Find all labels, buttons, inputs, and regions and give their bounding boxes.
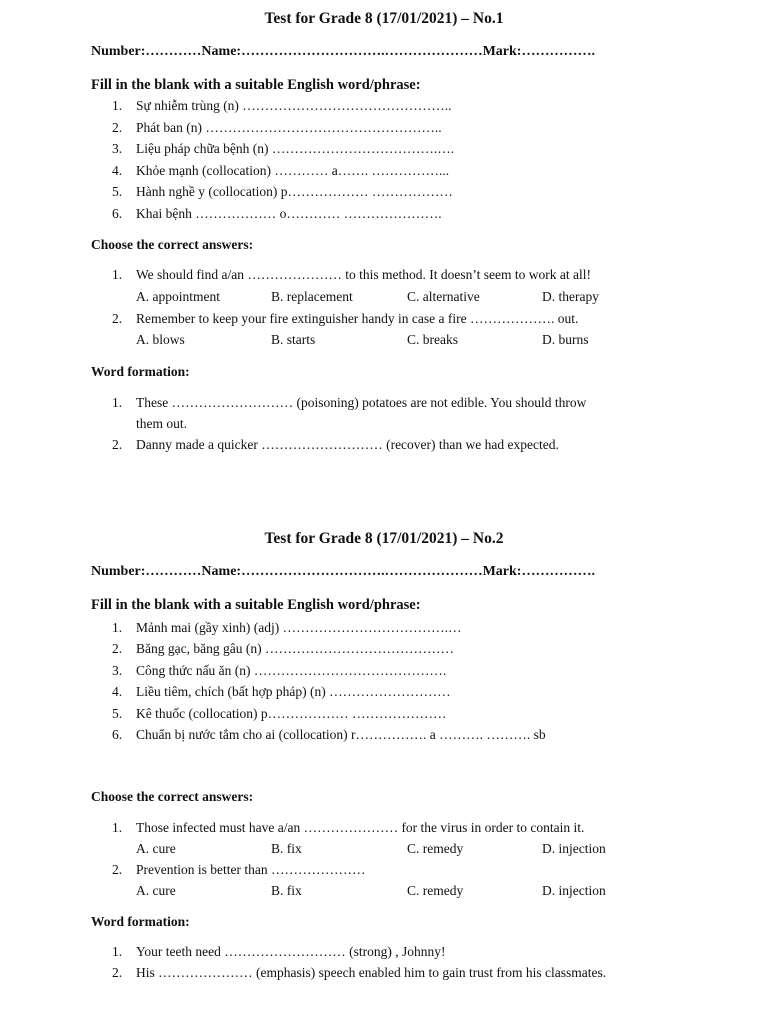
item-text: Sự nhiễm trùng (n) ……………………………………….. [136, 98, 452, 113]
option-a: A. cure [136, 841, 176, 856]
question-text: We should find a/an ………………… to this method. It doesn’t seem to work at all! [136, 267, 591, 282]
option-c: C. alternative [407, 289, 480, 304]
word-item [112, 965, 606, 981]
item-text: Liều tiêm, chích (bất hợp pháp) (n) ……………………… [136, 684, 451, 699]
fill-item [112, 98, 452, 114]
item-text: Kê thuốc (collocation) p……………… ………………… [136, 706, 447, 721]
word-item [112, 944, 445, 960]
fill-item [112, 641, 454, 657]
fill-item [112, 206, 442, 222]
fill-item [112, 163, 449, 179]
choose-question [112, 311, 578, 327]
item-text: His ………………… (emphasis) speech enabled him to gain trust from his classmates. [136, 965, 607, 980]
test-title: Test for Grade 8 (17/01/2021) – No.2 [264, 530, 504, 547]
option-d: D. therapy [542, 289, 599, 304]
item-number: 4. [112, 163, 123, 178]
fill-item [112, 663, 446, 679]
word-heading: Word formation: [91, 914, 190, 929]
option-b: B. starts [271, 332, 316, 347]
item-number: 3. [112, 141, 123, 156]
item-continuation: them out. [136, 416, 187, 431]
item-text: Hành nghề y (collocation) p……………… ……………… [136, 184, 453, 199]
item-number: 2. [112, 120, 123, 135]
item-text: Khỏe mạnh (collocation) ………… a……. ……………... [136, 163, 450, 178]
item-text: Công thức nấu ăn (n) ……………………………………. [136, 663, 447, 678]
option-d: D. burns [542, 332, 589, 347]
item-text: Chuẩn bị nước tắm cho ai (collocation) r……………. a ………. ………. sb [136, 727, 546, 742]
option-c: C. remedy [407, 841, 464, 856]
option-d: D. injection [542, 883, 606, 898]
choose-heading: Choose the correct answers: [91, 237, 254, 252]
item-number: 6. [112, 206, 123, 221]
item-text: Liệu pháp chữa bệnh (n) ……………………………….…. [136, 141, 455, 156]
item-text: Mảnh mai (gầy xinh) (adj) ……………………………….… [136, 620, 462, 635]
item-number: 2. [112, 862, 123, 877]
fill-item [112, 184, 453, 200]
fill-heading: Fill in the blank with a suitable English word/phrase: [91, 77, 421, 93]
choose-question [112, 862, 365, 878]
fill-item [112, 684, 451, 700]
item-number: 1. [112, 820, 123, 835]
question-text: Prevention is better than ………………… [136, 862, 366, 877]
question-text: Those infected must have a/an ………………… for the virus in order to contain it. [136, 820, 585, 835]
option-a: A. appointment [136, 289, 220, 304]
item-text: These ……………………… (poisoning) potatoes are not edible. You should throw [136, 395, 587, 410]
fill-item [112, 120, 442, 136]
fill-item [112, 141, 454, 157]
item-number: 2. [112, 965, 123, 980]
word-item [112, 395, 586, 411]
item-number: 1. [112, 98, 123, 113]
option-d: D. injection [542, 841, 606, 856]
fill-item [112, 620, 461, 636]
item-number: 1. [112, 267, 123, 282]
option-a: A. blows [136, 332, 185, 347]
item-number: 1. [112, 944, 123, 959]
info-line: Number:…………Name:………………………….…………………Mark:……………. [91, 564, 595, 579]
option-a: A. cure [136, 883, 176, 898]
item-number: 6. [112, 727, 123, 742]
info-line: Number:…………Name:………………………….…………………Mark:……………. [91, 44, 595, 59]
fill-item [112, 727, 546, 743]
item-number: 5. [112, 184, 123, 199]
test-title: Test for Grade 8 (17/01/2021) – No.1 [264, 10, 504, 27]
item-text: Băng gạc, băng gâu (n) …………………………………… [136, 641, 454, 656]
item-text: Phát ban (n) …………………………………………….. [136, 120, 442, 135]
option-b: B. replacement [271, 289, 353, 304]
fill-heading: Fill in the blank with a suitable English word/phrase: [91, 597, 421, 613]
question-text: Remember to keep your fire extinguisher handy in case a fire ………………. out. [136, 311, 579, 326]
word-heading: Word formation: [91, 364, 190, 379]
item-number: 3. [112, 663, 123, 678]
item-number: 4. [112, 684, 123, 699]
item-number: 1. [112, 395, 123, 410]
item-number: 2. [112, 641, 123, 656]
item-number: 5. [112, 706, 123, 721]
item-number: 2. [112, 437, 123, 452]
option-b: B. fix [271, 841, 302, 856]
choose-heading: Choose the correct answers: [91, 789, 254, 804]
option-c: C. remedy [407, 883, 464, 898]
item-number: 1. [112, 620, 123, 635]
item-text: Khai bệnh ……………… o………… …………………. [136, 206, 442, 221]
item-text: Danny made a quicker ……………………… (recover) than we had expected. [136, 437, 559, 452]
item-number: 2. [112, 311, 123, 326]
word-item [112, 437, 559, 453]
choose-question [112, 820, 584, 836]
choose-question [112, 267, 591, 283]
option-c: C. breaks [407, 332, 458, 347]
fill-item [112, 706, 446, 722]
option-b: B. fix [271, 883, 302, 898]
item-text: Your teeth need ……………………… (strong) , Johnny! [136, 944, 446, 959]
